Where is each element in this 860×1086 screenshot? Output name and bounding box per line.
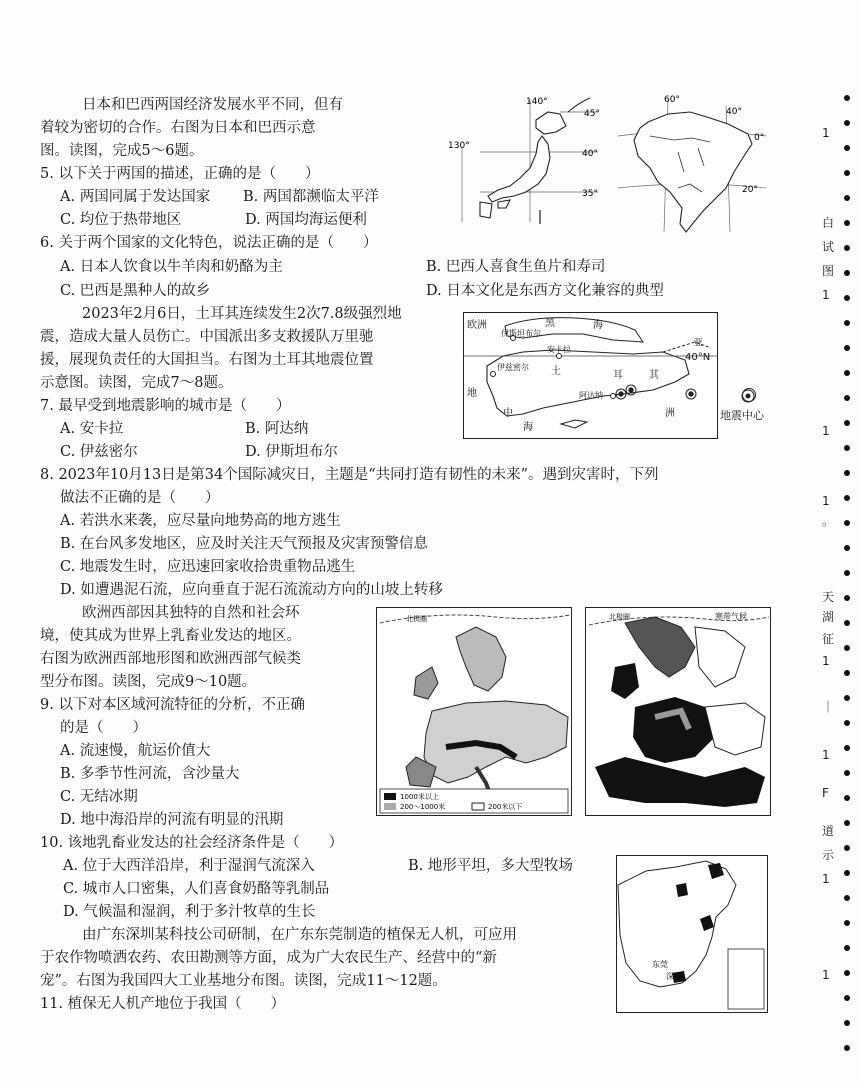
japan-map: [440, 92, 620, 232]
binding-hole: [844, 470, 850, 476]
question-5-stem: 5. 以下关于两国的描述，正确的是（ ）: [40, 166, 320, 182]
turkey-lat40: 40°N: [685, 352, 711, 363]
binding-hole: [844, 570, 850, 576]
binding-hole: [844, 745, 850, 751]
edge-mark: 湖: [822, 610, 835, 624]
turkey-city-ankara: 安卡拉: [547, 345, 571, 354]
question-10-option-d[interactable]: D. 气候温和湿润，利于多汁牧草的生长: [63, 904, 316, 920]
question-6-option-a[interactable]: A. 日本人饮食以牛羊肉和奶酪为主: [60, 259, 283, 275]
question-10-option-a[interactable]: A. 位于大西洋沿岸，利于湿润气流深入: [63, 858, 315, 874]
question-9-option-a[interactable]: A. 流速慢，航运价值大: [60, 743, 211, 759]
turkey-label-hai: 海: [523, 422, 533, 433]
turkey-city-adana: 阿达纳: [579, 391, 603, 400]
binding-hole: [844, 220, 850, 226]
japan-lat40: 40°: [582, 149, 598, 159]
question-9-option-b[interactable]: B. 多季节性河流，含沙量大: [60, 766, 240, 782]
binding-hole: [844, 1045, 850, 1051]
binding-hole: [844, 145, 850, 151]
edge-mark: 白: [822, 216, 835, 230]
binding-hole: [844, 920, 850, 926]
edge-mark: 道: [822, 824, 835, 838]
question-9-stem-line1: 9. 以下对本区域河流特征的分析，不正确: [40, 697, 305, 713]
brazil-lon60: 60°: [664, 95, 680, 105]
climate-arctic-circle: 北极圈: [609, 613, 630, 621]
brazil-lat0: 0°: [754, 133, 765, 143]
question-8-stem-line2: 做法不正确的是（ ）: [60, 490, 220, 506]
japan-lat45: 45°: [584, 109, 600, 119]
binding-hole: [844, 970, 850, 976]
binding-hole: [844, 420, 850, 426]
question-6-option-d[interactable]: D. 日本文化是东西方文化兼容的典型: [426, 283, 664, 299]
japan-lon140: 140°: [526, 97, 548, 107]
turkey-legend-epicenter-label: 地震中心: [720, 409, 764, 422]
turkey-earthquake-map: [463, 312, 718, 439]
edge-mark: F: [822, 786, 829, 800]
edge-mark: 1: [822, 968, 830, 982]
question-10-option-c[interactable]: C. 城市人口密集，人们喜食奶酪等乳制品: [63, 881, 330, 897]
intro-japan-brazil-line3: 图。读图，完成5～6题。: [40, 143, 204, 159]
terrain-legend-mid: 200～1000米: [400, 803, 446, 811]
edge-mark: 图: [822, 264, 835, 278]
binding-hole: [844, 395, 850, 401]
binding-hole: [844, 520, 850, 526]
turkey-label-europe: 欧洲: [467, 320, 487, 331]
binding-hole: [844, 795, 850, 801]
turkey-city-istanbul: 伊斯坦布尔: [501, 329, 541, 338]
question-5-option-c[interactable]: C. 均位于热带地区: [60, 212, 182, 228]
binding-hole: [844, 720, 850, 726]
intro-turkey-line3: 援，展现负责任的大国担当。右图为土耳其地震位置: [40, 352, 374, 368]
china-city-shenzhen: 深圳: [666, 972, 682, 981]
binding-hole: [844, 770, 850, 776]
turkey-label-er: 耳: [613, 370, 623, 381]
europe-terrain-map: [376, 607, 572, 816]
turkey-label-di: 地: [467, 388, 477, 399]
edge-mark: 天: [822, 590, 835, 604]
intro-europe-line1: 欧洲西部因其独特的自然和社会环: [82, 605, 300, 621]
question-5-option-b[interactable]: B. 两国都濒临太平洋: [243, 189, 379, 205]
binding-hole: [844, 870, 850, 876]
edge-mark: 1: [822, 654, 830, 668]
intro-europe-line3: 右图为欧洲西部地形图和欧洲西部气候类: [40, 651, 301, 667]
intro-europe-line2: 境，使其成为世界上乳畜业发达的地区。: [40, 628, 301, 644]
brazil-lon40: 40°: [726, 107, 742, 117]
china-city-dongguan: 东莞: [652, 960, 668, 969]
intro-japan-brazil-line1: 日本和巴西两国经济发展水平不同，但有: [82, 97, 343, 113]
binding-hole: [844, 670, 850, 676]
question-6-option-c[interactable]: C. 巴西是黑种人的故乡: [60, 283, 211, 299]
intro-drone-line1: 由广东深圳某科技公司研制，在广东东莞制造的植保无人机，可应用: [82, 927, 517, 943]
japan-lon130: 130°: [448, 141, 470, 151]
turkey-label-zhong: 中: [503, 408, 513, 419]
question-7-option-b[interactable]: B. 阿达纳: [245, 421, 309, 437]
edge-mark: 1: [822, 288, 830, 302]
binding-hole: [844, 545, 850, 551]
binding-hole: [844, 845, 850, 851]
question-11-stem: 11. 植保无人机产地位于我国（ ）: [40, 996, 286, 1012]
edge-mark: 1: [822, 494, 830, 508]
brazil-map: [618, 92, 768, 242]
question-6-stem: 6. 关于两个国家的文化特色，说法正确的是（ ）: [40, 235, 378, 251]
edge-mark: 1: [822, 126, 830, 140]
binding-hole: [844, 345, 850, 351]
edge-mark: 征: [822, 632, 835, 646]
question-6-option-b[interactable]: B. 巴西人喜食生鱼片和寿司: [426, 259, 606, 275]
intro-europe-line4: 型分布图。读图，完成9～10题。: [40, 674, 257, 690]
question-5-option-a[interactable]: A. 两国同属于发达国家: [60, 189, 211, 205]
edge-mark: 1: [822, 872, 830, 886]
question-7-option-a[interactable]: A. 安卡拉: [60, 421, 124, 437]
question-8-stem-line1: 8. 2023年10月13日是第34个国际减灾日，主题是“共同打造有韧性的未来”。遇到灾害时，下列: [40, 467, 659, 483]
binding-hole: [844, 295, 850, 301]
binding-hole: [844, 195, 850, 201]
turkey-label-tu: 土: [551, 366, 561, 377]
question-7-option-c[interactable]: C. 伊兹密尔: [60, 444, 138, 460]
edge-mark: 。: [822, 514, 835, 528]
question-10-stem: 10. 该地乳畜业发达的社会经济条件是（ ）: [40, 835, 344, 851]
question-8-option-d[interactable]: D. 如遭遇泥石流，应向垂直于泥石流流动方向的山坡上转移: [60, 582, 443, 598]
question-10-option-b[interactable]: B. 地形平坦，多大型牧场: [408, 858, 573, 874]
binding-hole: [844, 645, 850, 651]
japan-lat35: 35°: [582, 189, 598, 199]
edge-mark: 1: [822, 748, 830, 762]
turkey-label-asia: 亚: [693, 338, 703, 349]
binding-hole: [844, 945, 850, 951]
turkey-label-sea: 海: [593, 320, 603, 331]
edge-mark: 1: [822, 424, 830, 438]
turkey-label-black: 黑: [545, 318, 555, 329]
intro-drone-line2: 于农作物喷洒农药、农田勘测等方面，成为广大农民生产、经营中的“新: [40, 950, 497, 966]
edge-mark: 试: [822, 240, 835, 254]
binding-hole: [844, 320, 850, 326]
question-8-option-b[interactable]: B. 在台风多发地区，应及时关注天气预报及灾害预警信息: [60, 536, 428, 552]
europe-climate-map: [585, 607, 771, 816]
intro-drone-line3: 宠”。右图为我国四大工业基地分布图。读图，完成11～12题。: [40, 973, 447, 989]
binding-hole: [844, 1020, 850, 1026]
climate-cold-zone: 寒带气候: [715, 612, 747, 621]
binding-hole: [844, 820, 850, 826]
question-5-option-d[interactable]: D. 两国均海运便利: [245, 212, 367, 228]
binding-hole: [844, 495, 850, 501]
binding-hole: [844, 270, 850, 276]
binding-hole: [844, 370, 850, 376]
terrain-arctic-circle: 北极圈: [406, 615, 427, 623]
question-7-option-d[interactable]: D. 伊斯坦布尔: [245, 444, 338, 460]
question-8-option-a[interactable]: A. 若洪水来袭，应尽量向地势高的地方逃生: [60, 513, 341, 529]
question-7-stem: 7. 最早受到地震影响的城市是（ ）: [40, 398, 291, 414]
binding-hole: [844, 695, 850, 701]
binding-hole: [844, 995, 850, 1001]
intro-turkey-line4: 示意图。读图，完成7～8题。: [40, 375, 233, 391]
intro-turkey-line2: 震，造成大量人员伤亡。中国派出多支救援队万里驰: [40, 329, 374, 345]
question-9-option-d[interactable]: D. 地中海沿岸的河流有明显的汛期: [60, 812, 284, 828]
binding-hole: [844, 170, 850, 176]
turkey-city-izmir: 伊兹密尔: [497, 363, 529, 372]
binding-hole: [844, 445, 850, 451]
binding-hole: [844, 595, 850, 601]
edge-mark: 示: [822, 848, 835, 862]
binding-hole: [844, 95, 850, 101]
edge-mark: ｜: [822, 700, 835, 714]
turkey-label-zhou: 洲: [665, 408, 675, 419]
intro-turkey-line1: 2023年2月6日，土耳其连续发生2次7.8级强烈地: [82, 306, 402, 322]
terrain-legend-low: 200米以下: [488, 803, 523, 811]
binding-hole: [844, 895, 850, 901]
question-9-stem-line2: 的是（ ）: [60, 720, 147, 736]
binding-hole: [844, 120, 850, 126]
epicenter-symbol-icon: [740, 388, 756, 404]
brazil-lat20: 20°: [742, 185, 758, 195]
turkey-label-qi: 其: [649, 370, 659, 381]
intro-japan-brazil-line2: 着较为密切的合作。右图为日本和巴西示意: [40, 120, 316, 136]
terrain-legend-high: 1000米以上: [400, 793, 439, 801]
binding-hole: [844, 245, 850, 251]
china-industrial-bases-map: [616, 855, 768, 1013]
question-9-option-c[interactable]: C. 无结冰期: [60, 789, 138, 805]
binding-hole: [844, 620, 850, 626]
question-8-option-c[interactable]: C. 地震发生时，应迅速回家收拾贵重物品逃生: [60, 559, 356, 575]
